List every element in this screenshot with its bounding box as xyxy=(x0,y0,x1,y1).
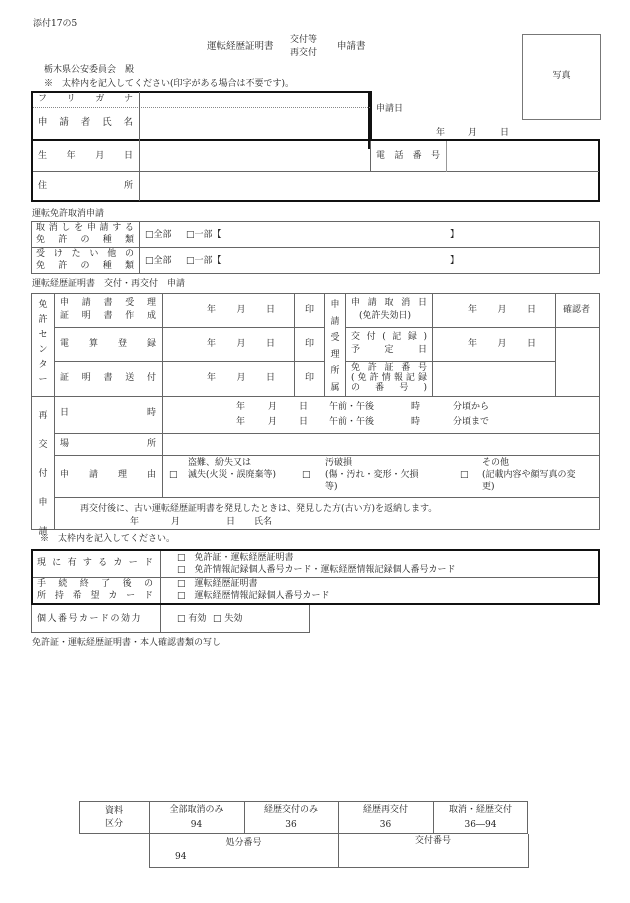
return-pledge: 再交付後に、古い運転経歴証明書を発見したときは、発見した方(古い方)を返納します。 xyxy=(80,504,438,514)
thick-frame-note: ※ 太枠内を記入してください(印字がある場合は不要です)。 xyxy=(44,79,295,89)
desired-card-label-b: 所 持 希 望 カ ー ド xyxy=(37,591,153,601)
title-suffix: 申請書 xyxy=(337,41,366,52)
address-input[interactable] xyxy=(141,173,598,200)
issue-section-title: 運転経歴証明書 交付・再交付 申請 xyxy=(32,279,186,289)
cancel-part-input[interactable] xyxy=(232,226,447,244)
dispatch-seal[interactable]: 印 xyxy=(305,373,315,383)
other-part-input[interactable] xyxy=(232,251,447,269)
title-option-issue: 交付等 xyxy=(290,35,318,45)
current-card-label: 現 に 有 す る カ ー ド xyxy=(37,558,153,568)
cancel-section-title: 運転免許取消申請 xyxy=(32,209,105,219)
reason-theft-checkbox[interactable]: □ xyxy=(169,470,178,480)
application-date-month[interactable]: 月 xyxy=(468,128,478,138)
application-date-day[interactable]: 日 xyxy=(500,128,510,138)
title-option-reissue: 再交付 xyxy=(290,48,318,58)
license-number-label-c: の 番 号 ) xyxy=(351,383,427,393)
dispatch-label: 証 明 書 送 付 xyxy=(60,373,156,383)
cancel-license-label-b: 免 許 の 種 類 xyxy=(36,235,134,245)
cancel-license-label-a: 取 消 し を 申 請 す る xyxy=(36,223,134,233)
disposal-number-code: 94 xyxy=(175,852,187,862)
phone-input[interactable] xyxy=(448,142,598,170)
reason-other-text-a: その他 xyxy=(482,458,510,468)
photo-box[interactable] xyxy=(522,34,601,120)
cancel-part-checkbox[interactable]: □一部【 xyxy=(186,230,222,240)
other-all-checkbox[interactable]: □全部 xyxy=(145,256,172,266)
address-label: 住 所 xyxy=(38,181,133,191)
dispatch-date[interactable]: 年 月 日 xyxy=(207,373,275,383)
class-col-code: 36―94 xyxy=(464,820,497,830)
registration-label: 電 算 登 録 xyxy=(60,339,156,349)
cancel-all-checkbox[interactable]: □全部 xyxy=(145,230,172,240)
desired-card-option-mynumber[interactable]: □ 運転経歴情報記録個人番号カード xyxy=(177,591,330,601)
effect-invalid-checkbox[interactable]: □ 失効 xyxy=(213,614,243,624)
other-part-checkbox[interactable]: □一部【 xyxy=(186,256,222,266)
reason-theft-text-b: 滅失(火災・誤廃棄等) xyxy=(188,470,277,480)
reason-label: 申 請 理 由 xyxy=(60,470,156,480)
license-number-input[interactable] xyxy=(433,362,554,395)
registration-seal[interactable]: 印 xyxy=(305,339,315,349)
bracket-close: 】 xyxy=(450,230,460,240)
license-center-label: 免 許 セ ン タ ー xyxy=(38,300,48,385)
class-col-label: 全部取消のみ xyxy=(169,805,224,815)
class-col-code: 36 xyxy=(285,820,297,830)
class-col-code: 36 xyxy=(379,820,392,830)
creation-label: 証 明 書 作 成 xyxy=(60,311,156,321)
receipt-seal[interactable]: 印 xyxy=(305,305,315,315)
bracket-close: 】 xyxy=(450,256,460,266)
mynumber-effect-label: 個人番号カードの効力 xyxy=(37,614,143,624)
reason-damage-checkbox[interactable]: □ xyxy=(302,470,311,480)
license-number-label-a: 免 許 証 番 号 xyxy=(351,363,427,373)
effect-valid-checkbox[interactable]: □ 有効 xyxy=(177,614,207,624)
photo-label: 写真 xyxy=(552,71,571,81)
place-input[interactable] xyxy=(164,435,598,454)
cancel-date[interactable]: 年 月 日 xyxy=(468,305,536,315)
confirmer-stamp-field[interactable] xyxy=(556,328,599,395)
class-col-label: 経歴再交付 xyxy=(362,805,408,815)
receipt-label: 申 請 書 受 理 xyxy=(60,298,156,308)
class-col-label: 取消・経歴交付 xyxy=(448,805,512,815)
application-date-year[interactable]: 年 xyxy=(436,128,446,138)
reason-other-text-c: 更) xyxy=(482,482,495,492)
issue-number-label: 交付番号 xyxy=(414,836,451,846)
reason-other-text-b: (記載内容や顔写真の変 xyxy=(482,470,576,480)
addressee: 栃木県公安委員会 殿 xyxy=(44,65,135,75)
issue-plan-label-b: 予 定 日 xyxy=(351,345,427,355)
cancel-date-label: 申 請 取 消 日 xyxy=(351,298,427,308)
phone-label: 電 話 番 号 xyxy=(376,151,440,161)
confirmer-label: 確認者 xyxy=(563,305,591,315)
receipt-date[interactable]: 年 月 日 xyxy=(207,305,275,315)
other-license-label-a: 受 け た い 他 の xyxy=(36,249,134,259)
applicant-name-label: 申 請 者 氏 名 xyxy=(38,117,133,128)
attachment-label: 添付17の5 xyxy=(33,19,78,29)
reason-damage-text-c: 等) xyxy=(325,482,338,492)
receiving-dept-label: 申 請 受 理 所 属 xyxy=(330,300,340,393)
furigana-label: フ リ ガ ナ xyxy=(38,94,133,104)
place-label: 場 所 xyxy=(60,439,156,449)
current-card-option-license[interactable]: □ 免許証・運転経歴証明書 xyxy=(177,553,294,563)
reissue-side-label: 再 交 付 申 請 xyxy=(38,411,48,537)
registration-date[interactable]: 年 月 日 xyxy=(207,339,275,349)
class-label-b: 区分 xyxy=(104,819,123,829)
birth-date-input[interactable] xyxy=(141,142,369,170)
reason-damage-text-a: 汚破損 xyxy=(325,458,353,468)
class-col-label: 経歴交付のみ xyxy=(263,805,318,815)
other-license-label-b: 免 許 の 種 類 xyxy=(36,261,134,271)
current-card-option-mynumber[interactable]: □ 免許情報記録個人番号カード・運転経歴情報記録個人番号カード xyxy=(177,565,456,575)
expiry-date-label: (免許失効日) xyxy=(359,311,412,321)
cards-note: ※ 太枠内を記入してください。 xyxy=(40,534,176,544)
application-date-label: 申請日 xyxy=(376,104,404,114)
furigana-input[interactable] xyxy=(141,92,369,106)
birth-date-label: 生 年 月 日 xyxy=(38,151,133,161)
class-label-a: 資料 xyxy=(104,806,123,816)
issue-plan-label-a: 交 付 ( 記 録 ) xyxy=(351,332,427,342)
class-col-code: 94 xyxy=(190,820,203,830)
issue-plan-date[interactable]: 年 月 日 xyxy=(468,339,536,349)
datetime-label: 日 時 xyxy=(60,408,156,418)
reason-theft-text-a: 盗難、紛失又は xyxy=(188,458,252,468)
reason-other-checkbox[interactable]: □ xyxy=(460,470,469,480)
license-number-label-b: ( 免 許 情 報 記 録 xyxy=(351,373,427,383)
disposal-number-label: 処分番号 xyxy=(225,838,262,848)
reason-damage-text-b: (傷・汚れ・変形・欠損 xyxy=(325,470,419,480)
form-title: 運転経歴証明書 xyxy=(207,41,274,52)
desired-card-label-a: 手 続 終 了 後 の xyxy=(37,579,153,589)
desired-card-option-certificate[interactable]: □ 運転経歴証明書 xyxy=(177,579,258,589)
applicant-name-input[interactable] xyxy=(141,109,369,139)
copies-note: 免許証・運転経歴証明書・本人確認書類の写し xyxy=(32,638,222,648)
